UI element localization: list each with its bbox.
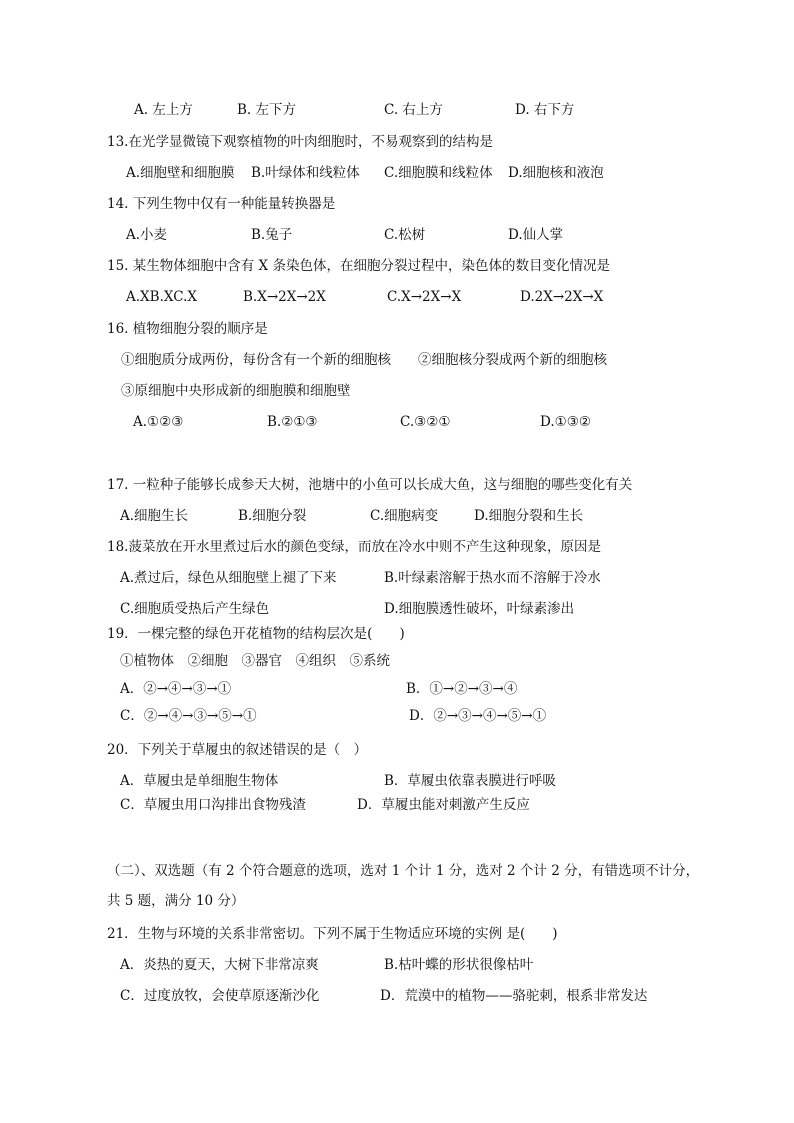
q21-option-b: B.枯叶蝶的形状很像枯叶: [384, 957, 534, 973]
q13-option-b: B.叶绿体和线粒体: [251, 165, 360, 181]
q15-option-d: D.2X→2X→X: [520, 289, 604, 305]
q15-option-c: C.X→2X→X: [387, 289, 462, 305]
q16-step-3: ③原细胞中央形成新的细胞膜和细胞壁: [121, 383, 351, 399]
q12-option-d: D. 右下方: [515, 102, 575, 118]
q16-option-a: A.①②③: [133, 414, 184, 430]
q18-stem: 18.菠菜放在开水里煮过后水的颜色变绿，而放在冷水中则不产生这种现象，原因是: [107, 539, 601, 555]
q20-option-c: C．草履虫用口沟排出食物残渣: [120, 797, 306, 813]
q13-option-a: A.细胞壁和细胞膜: [126, 165, 235, 181]
q16-option-b: B.②①③: [267, 414, 318, 430]
q17-option-b: B.细胞分裂: [238, 508, 307, 524]
q20-option-a: A．草履虫是单细胞生物体: [120, 773, 279, 789]
q15-stem: 15. 某生物体细胞中含有 X 条染色体，在细胞分裂过程中，染色体的数目变化情况是: [107, 258, 610, 274]
q21-option-d: D．荒漠中的植物——骆驼刺，根系非常发达: [380, 988, 648, 1004]
q19-option-c: C．②→④→③→⑤→①: [120, 708, 257, 724]
q13-option-c: C.细胞膜和线粒体: [384, 165, 493, 181]
q17-stem: 17. 一粒种子能够长成参天大树，池塘中的小鱼可以长成大鱼，这与细胞的哪些变化有关: [107, 477, 633, 493]
q15-option-a: A.XB.XC.X: [126, 289, 197, 305]
q17-option-a: A.细胞生长: [120, 508, 189, 524]
section-2-line-2: 共 5 题，满分 10 分）: [107, 893, 245, 909]
q12-option-a: A. 左上方: [134, 102, 193, 118]
q16-stem: 16. 植物细胞分裂的顺序是: [107, 321, 268, 337]
section-2-line-1: （二）、双选题（有 2 个符合题意的选项，选对 1 个计 1 分，选对 2 个计 2 分，有错选项不计分，: [107, 863, 700, 879]
q18-option-c: C.细胞质受热后产生绿色: [120, 601, 270, 617]
q20-option-d: D．草履虫能对刺激产生反应: [357, 797, 530, 813]
q12-option-b: B. 左下方: [237, 102, 297, 118]
q16-step-1: ①细胞质分成两份，每份含有一个新的细胞核: [121, 352, 391, 368]
q18-option-b: B.叶绿素溶解于热水而不溶解于冷水: [384, 570, 601, 586]
q19-items: ①植物体 ②细胞 ③器官 ④组织 ⑤系统: [120, 653, 390, 669]
q16-step-2: ②细胞核分裂成两个新的细胞核: [418, 352, 607, 368]
q14-option-c: C.松树: [384, 227, 426, 243]
q20-stem: 20．下列关于草履虫的叙述错误的是（ ）: [107, 742, 368, 758]
q19-stem: 19．一棵完整的绿色开花植物的结构层次是( ): [107, 626, 405, 642]
q18-option-d: D.细胞膜透性破坏，叶绿素渗出: [384, 601, 575, 617]
q13-stem: 13.在光学显微镜下观察植物的叶肉细胞时，不易观察到的结构是: [107, 134, 493, 150]
q14-option-d: D.仙人掌: [508, 227, 564, 243]
q19-option-d: D．②→③→④→⑤→①: [409, 708, 547, 724]
q18-option-a: A.煮过后，绿色从细胞壁上褪了下来: [120, 570, 337, 586]
q19-option-a: A．②→④→③→①: [120, 681, 232, 697]
q20-option-b: B．草履虫依靠表膜进行呼吸: [384, 773, 556, 789]
q17-option-c: C.细胞病变: [370, 508, 439, 524]
q16-option-c: C.③②①: [400, 414, 451, 430]
q19-option-b: B．①→②→③→④: [406, 681, 518, 697]
q21-option-a: A．炎热的夏天，大树下非常凉爽: [120, 957, 319, 973]
q17-option-d: D.细胞分裂和生长: [474, 508, 584, 524]
q21-stem: 21．生物与环境的关系非常密切。下列不属于生物适应环境的实例 是( ): [107, 926, 558, 942]
q12-option-c: C. 右上方: [384, 102, 443, 118]
q14-stem: 14. 下列生物中仅有一种能量转换器是: [107, 196, 336, 212]
q13-option-d: D.细胞核和液泡: [508, 165, 604, 181]
q21-option-c: C．过度放牧，会使草原逐渐沙化: [120, 988, 320, 1004]
q14-option-a: A.小麦: [126, 227, 168, 243]
q15-option-b: B.X→2X→2X: [243, 289, 326, 305]
q16-option-d: D.①③②: [540, 414, 591, 430]
q14-option-b: B.兔子: [251, 227, 293, 243]
